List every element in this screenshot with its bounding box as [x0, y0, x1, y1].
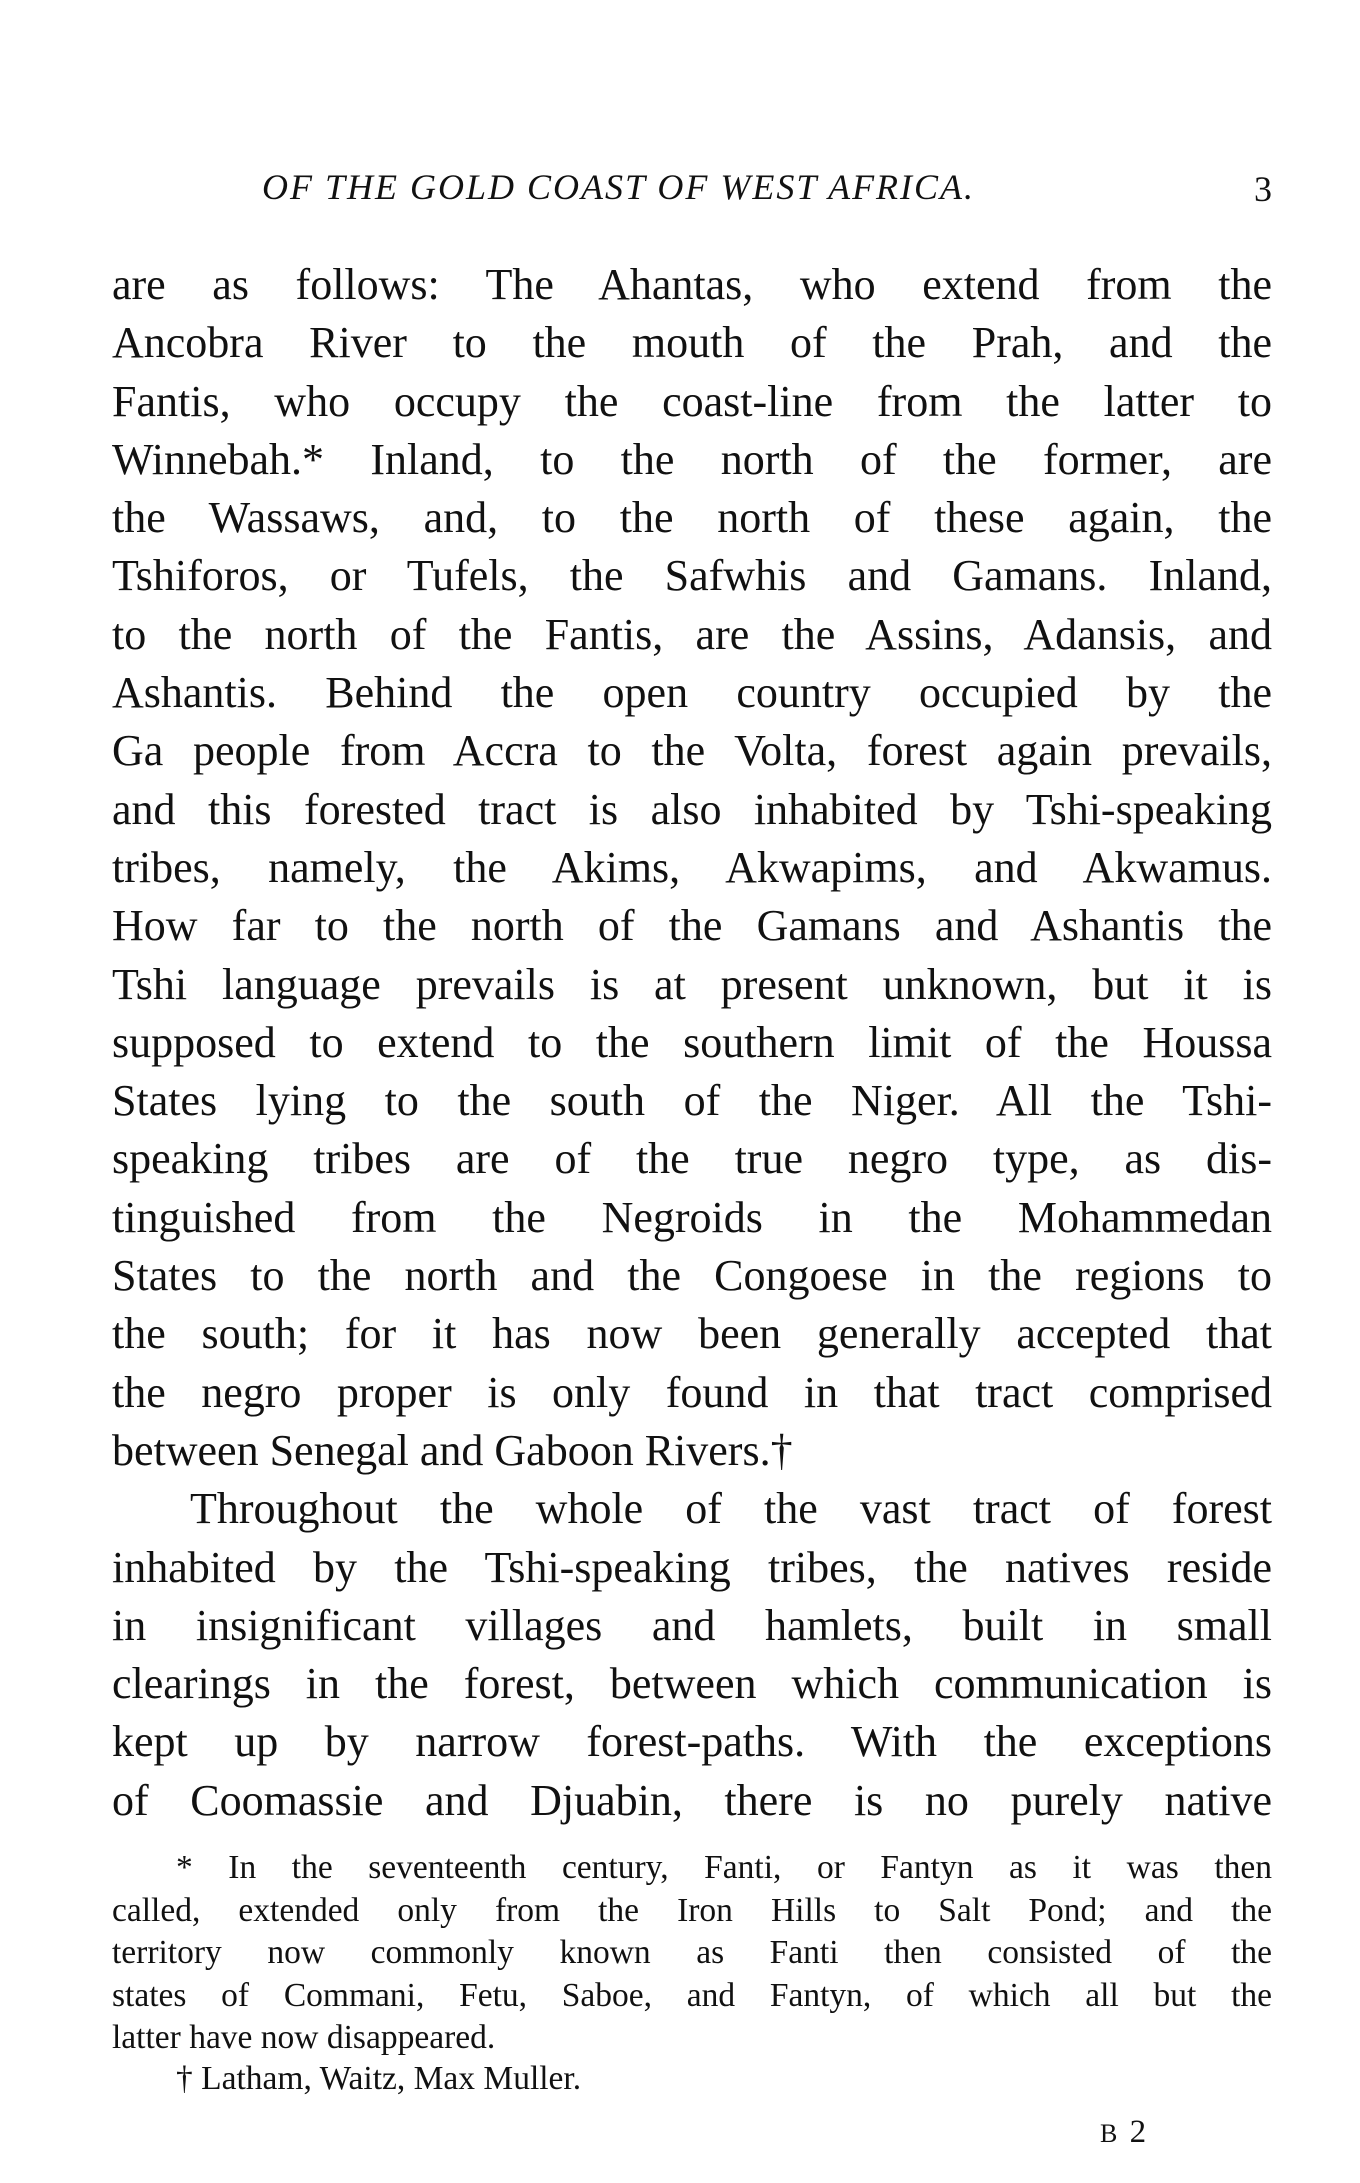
body-line: clearings in the forest, between which communication is [112, 1659, 1272, 1709]
body-line: to the north of the Fantis, are the Assins, Adansis, and [112, 609, 1272, 659]
body-line: Ga people from Accra to the Volta, forest again prevails, [112, 726, 1272, 776]
body-line: the south; for it has now been generally accepted that [112, 1309, 1272, 1359]
body-line: How far to the north of the Gamans and Ashantis the [112, 901, 1272, 951]
body-line: speaking tribes are of the true negro type, as dis- [112, 1134, 1272, 1184]
footnote-line: called, extended only from the Iron Hills to Salt Pond; and the [112, 1891, 1272, 1929]
running-head [112, 166, 1272, 216]
body-line: Winnebah.* Inland, to the north of the former, are [112, 434, 1272, 484]
body-line: supposed to extend to the southern limit of the Houssa [112, 1017, 1272, 1067]
body-line: the negro proper is only found in that tract comprised [112, 1367, 1272, 1417]
footnote-line: territory now commonly known as Fanti then consisted of the [112, 1934, 1272, 1971]
signature-letter: B [1100, 2119, 1120, 2148]
body-line: are as follows: The Ahantas, who extend from the [112, 260, 1272, 309]
body-line: kept up by narrow forest-paths. With the exceptions [112, 1717, 1272, 1767]
body-line: inhabited by the Tshi-speaking tribes, the natives reside [112, 1542, 1272, 1592]
paragraph-start-line: Throughout the whole of the vast tract of forest [190, 1484, 1272, 1534]
body-line: the Wassaws, and, to the north of these again, the [112, 493, 1272, 543]
body-line: Ancobra River to the mouth of the Prah, and the [112, 318, 1272, 368]
body-line: Tshi language prevails is at present unknown, but it is [112, 959, 1272, 1009]
body-line: and this forested tract is also inhabited by Tshi-speaking [112, 784, 1272, 834]
body-line: between Senegal and Gaboon Rivers.† [112, 1425, 793, 1475]
body-line: Fantis, who occupy the coast-line from the latter to [112, 376, 1272, 426]
footnote-line: states of Commani, Fetu, Saboe, and Fantyn, of which all but the [112, 1976, 1272, 2014]
body-line: Tshiforos, or Tufels, the Safwhis and Gamans. Inland, [112, 551, 1272, 601]
footnote-first [112, 1847, 1272, 2060]
body-line: tinguished from the Negroids in the Mohammedan [112, 1192, 1272, 1242]
body-line: tribes, namely, the Akims, Akwapims, and Akwamus. [112, 842, 1272, 892]
body-line: States to the north and the Congoese in the regions to [112, 1251, 1272, 1301]
body-line: States lying to the south of the Niger. All the Tshi- [112, 1076, 1272, 1126]
page-number: 3 [1254, 169, 1272, 209]
body-line: in insignificant villages and hamlets, built in small [112, 1600, 1272, 1650]
body-line: Ashantis. Behind the open country occupied by the [112, 668, 1272, 718]
footnote-line: latter have now disappeared. [112, 2019, 496, 2056]
body-line: of Coomassie and Djuabin, there is no purely native [112, 1775, 1272, 1825]
running-title: OF THE GOLD COAST OF WEST AFRICA. [262, 167, 976, 207]
signature-number: 2 [1129, 2114, 1149, 2150]
signature-mark [1100, 2114, 1148, 2151]
footnote-second: † Latham, Waitz, Max Muller. [176, 2060, 582, 2097]
footnote-line: * In the seventeenth century, Fanti, or Fantyn as it was then [176, 1849, 1272, 1886]
body-text [112, 256, 1272, 1830]
